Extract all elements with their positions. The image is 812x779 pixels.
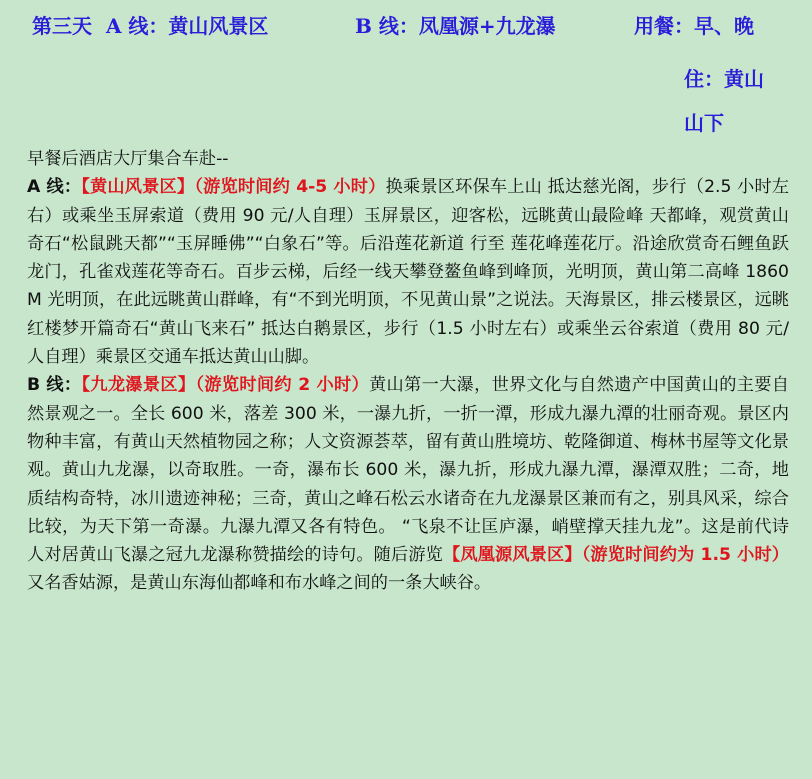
itinerary-body [27, 145, 789, 598]
section-b-spot: 【九龙瀑景区】 [81, 375, 196, 396]
section-b-duration-2: （游览时间约为 1.5 小时） [581, 545, 789, 566]
section-a-duration: （游览时间约 4-5 小时） [194, 177, 386, 198]
meals-label: 用餐：早、晚 [634, 14, 754, 38]
section-a-text: 换乘景区环保车上山 抵达慈光阁，步行（2.5 小时左右）或乘坐玉屏索道（费用 90 元/人自理）玉屏景区，迎客松，远眺黄山最险峰 天都峰，观赏黄山奇石“松鼠跳天都”“玉屏睡佛”“白象石”等。后沿莲花新道 行至 莲花峰莲花厅。沿途欣赏奇石鲤鱼跃龙门，孔雀戏莲花等奇石。百步云梯，后经一线天攀登鳌鱼峰到峰顶，光明顶，黄山第二高峰 1860M 光明顶，在此远眺黄山群峰，有“不到光明顶，不见黄山景”之说法。天海景区，排云楼景区，远眺红楼梦开篇奇石“黄山飞来石” 抵达白鹅景区，步行（1.5 小时左右）或乘坐云谷索道（费用 80 元/人自理）乘景区交通车抵达黄山山脚。 [27, 177, 790, 368]
day-header [0, 0, 812, 140]
day-label: 第三天 [32, 14, 92, 38]
intro-line: 早餐后酒店大厅集合车赴-- [27, 149, 229, 169]
route-b-heading: B 线：凤凰源+九龙瀑 [355, 14, 556, 38]
section-b-duration: （游览时间约 2 小时） [195, 375, 370, 396]
stay-line-2: 山下 [684, 111, 724, 135]
section-a-spot: 【黄山风景区】 [81, 177, 195, 198]
section-b-tag: B 线： [27, 375, 82, 396]
stay-line-1: 住：黄山 [684, 67, 764, 91]
section-a-tag: A 线： [27, 177, 82, 198]
section-b-text-2: 又名香姑源，是黄山东海仙都峰和布水峰之间的一条大峡谷。 [27, 573, 492, 594]
section-b-paragraph [27, 371, 789, 597]
section-b-text: 黄山第一大瀑，世界文化与自然遗产中国黄山的主要自然景观之一。全长 600 米，落差 300 米，一瀑九折，一折一潭，形成九瀑九潭的壮丽奇观。景区内物种丰富，有黄山天然植物园之称；人文资源荟萃，留有黄山胜境坊、乾隆御道、梅林书屋等文化景观。黄山九龙瀑，以奇取胜。一奇，瀑布长 600 米，瀑九折，形成九瀑九潭，瀑潭双胜；二奇，地质结构奇特，冰川遗迹神秘；三奇，黄山之峰石松云水诸奇在九龙瀑景区兼而有之，别具风采，综合比较，为天下第一奇瀑。九瀑九潭又各有特色。 “飞泉不让匡庐瀑，峭壁撑天挂九龙”。这是前代诗人对居黄山飞瀑之冠九龙瀑称赞描绘的诗句。随后游览 [27, 375, 789, 566]
stay-label [684, 57, 784, 145]
route-a-heading: A 线：黄山风景区 [105, 14, 269, 38]
section-a-paragraph [27, 173, 789, 371]
section-b-spot-2: 【凤凰源风景区】 [443, 545, 582, 566]
day-route-a-heading [32, 10, 268, 39]
